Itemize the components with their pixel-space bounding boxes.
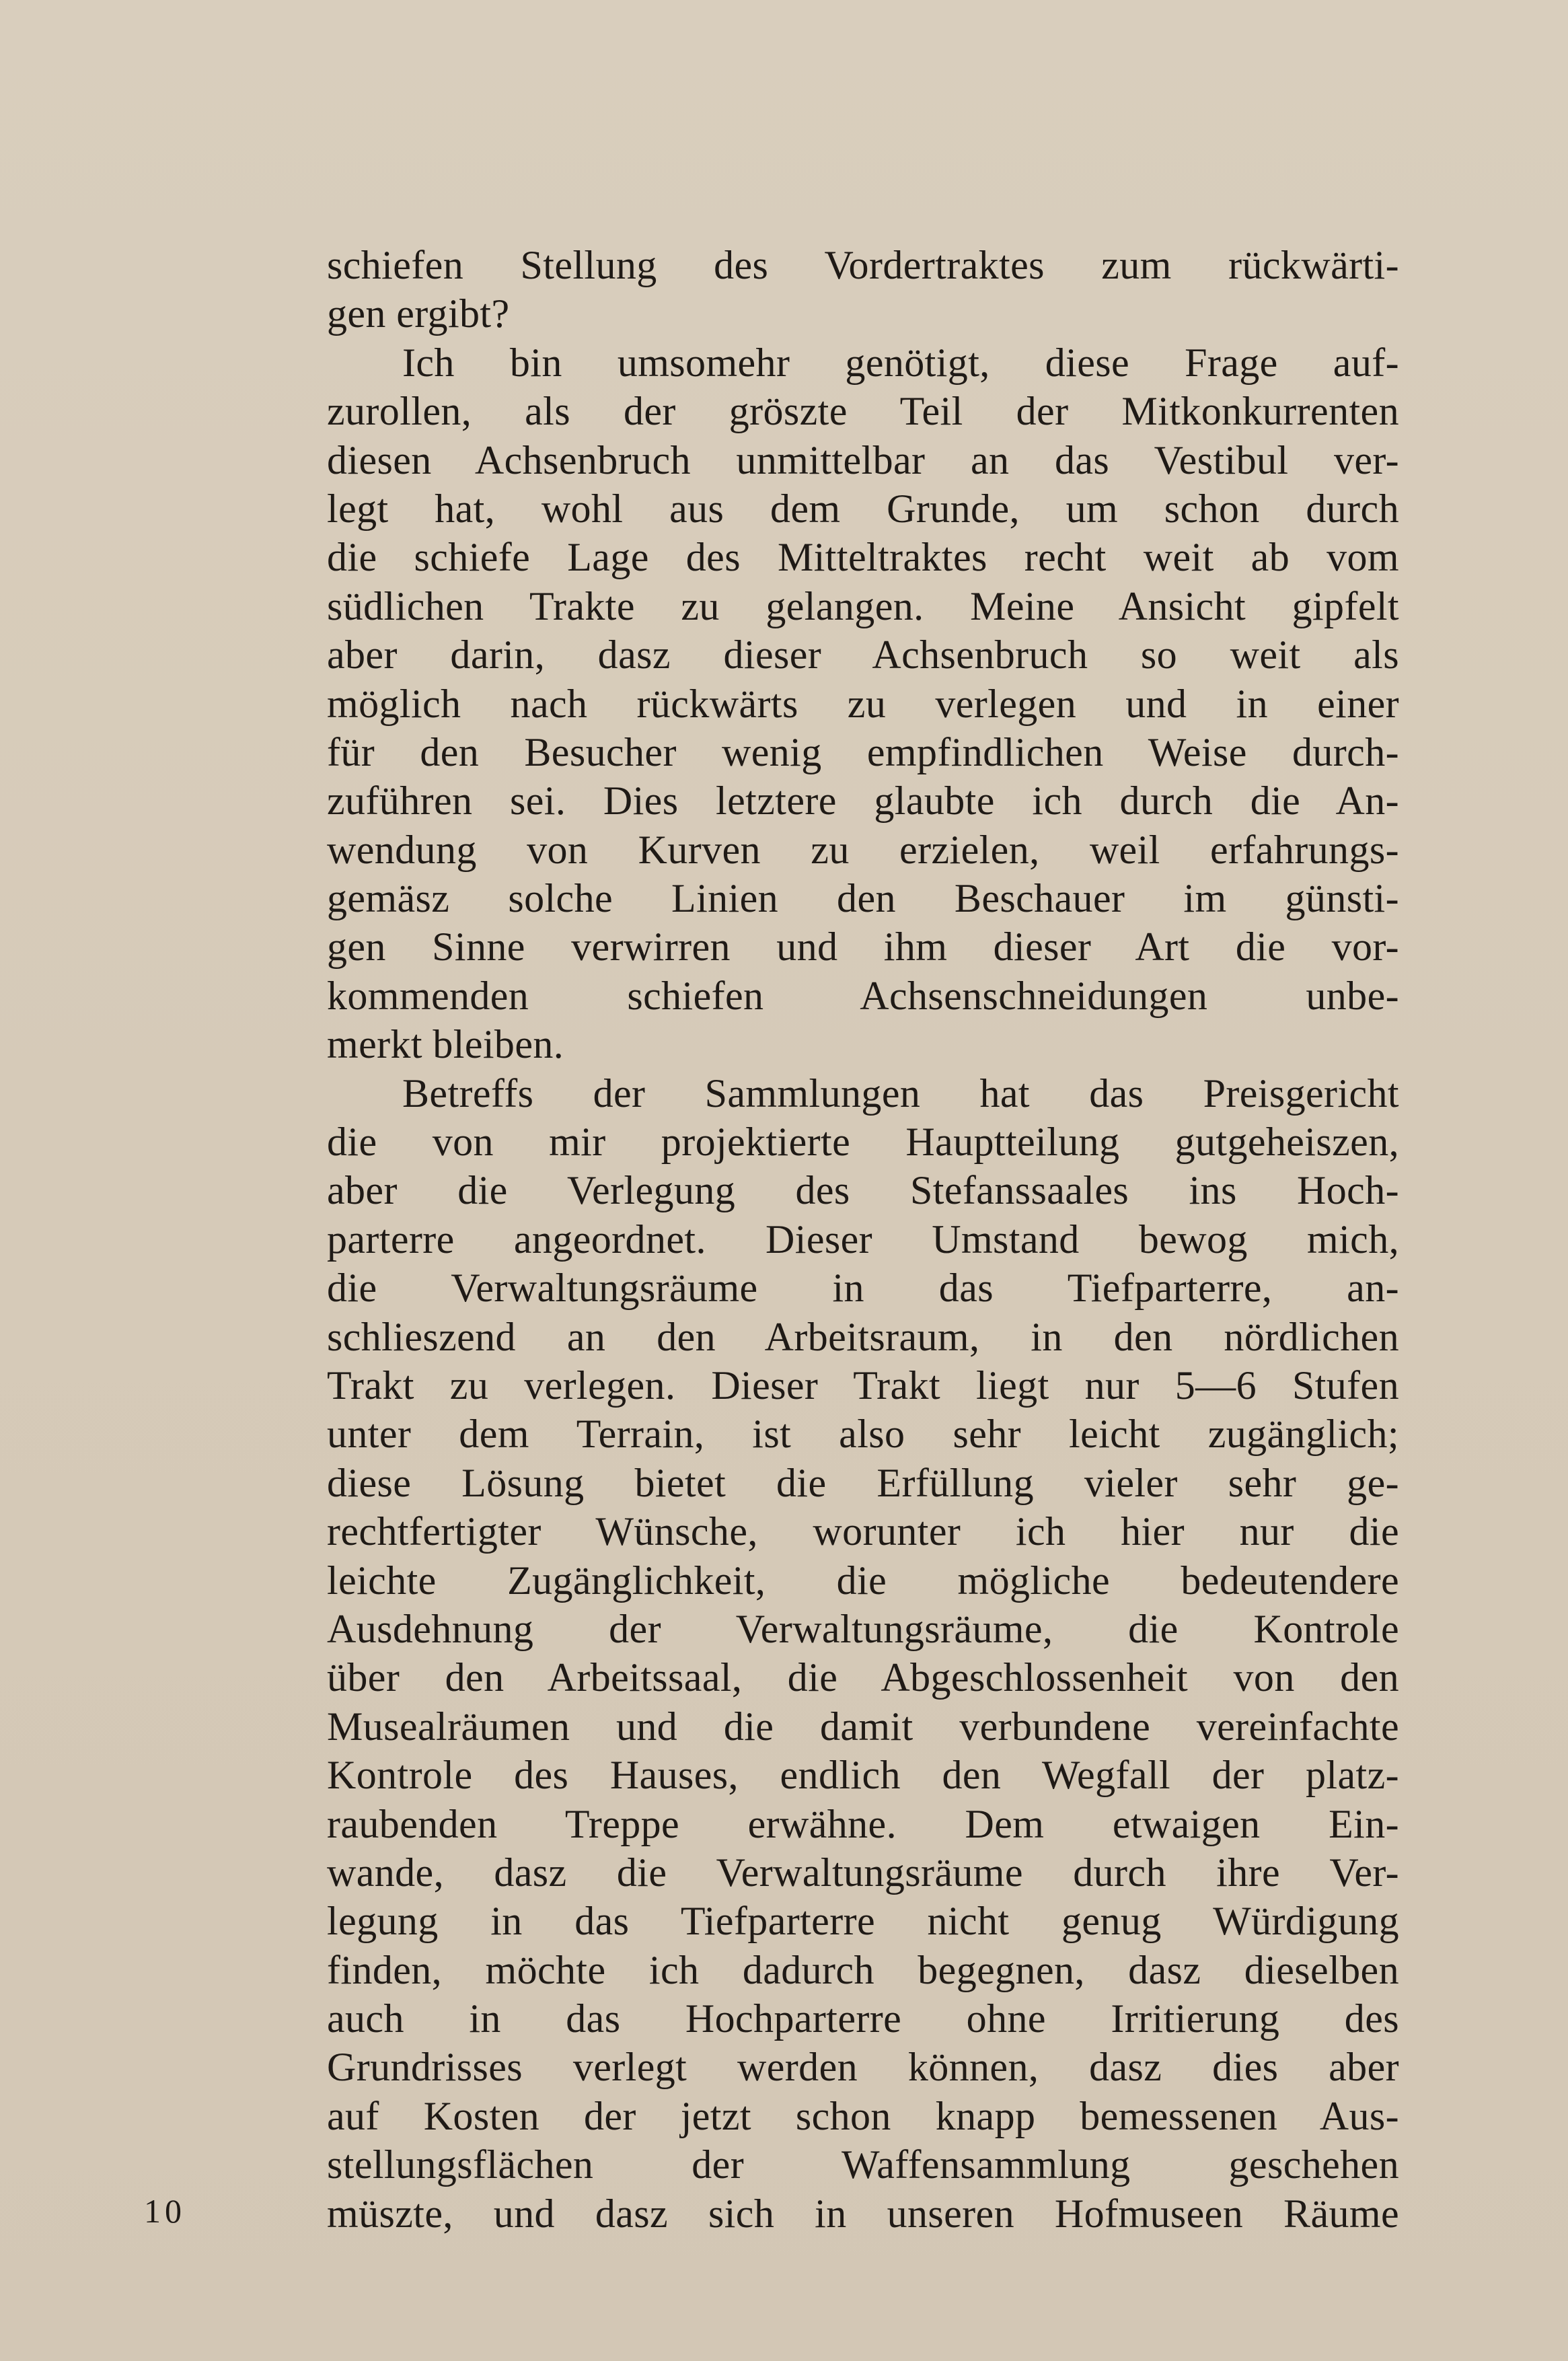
text-line: Ausdehnung der Verwaltungsräume, die Kontrole (327, 1606, 1399, 1651)
text-line: raubenden Treppe erwähne. Dem etwaigen Ein- (327, 1801, 1399, 1846)
text-line: diese Lösung bietet die Erfüllung vieler sehr ge- (327, 1460, 1399, 1505)
text-line: stellungsflächen der Waffensammlung geschehen (327, 2142, 1399, 2187)
text-line: Trakt zu verlegen. Dieser Trakt liegt nur 5—6 Stufen (327, 1363, 1399, 1408)
text-line: die Verwaltungsräume in das Tiefparterre, an- (327, 1266, 1399, 1311)
text-line: zuführen sei. Dies letztere glaubte ich durch die An- (327, 778, 1399, 824)
text-line: die von mir projektierte Hauptteilung gutgeheiszen, (327, 1120, 1399, 1165)
text-line: schiefen Stellung des Vordertraktes zum rückwärti- (327, 243, 1399, 287)
text-line: aber darin, dasz dieser Achsenbruch so weit als (327, 632, 1399, 678)
text-line: Musealräumen und die damit verbundene vereinfachte (327, 1704, 1399, 1749)
text-line: möglich nach rückwärts zu verlegen und in einer (327, 681, 1399, 726)
text-line: südlichen Trakte zu gelangen. Meine Ansicht gipfelt (327, 583, 1399, 628)
text-line: legung in das Tiefparterre nicht genug Würdigung (327, 1899, 1399, 1944)
text-line: schlieszend an den Arbeitsraum, in den nördlichen (327, 1314, 1399, 1359)
text-line: unter dem Terrain, ist also sehr leicht zugänglich; (327, 1412, 1399, 1457)
text-line: finden, möchte ich dadurch begegnen, dasz dieselben (327, 1947, 1399, 1992)
text-line: auf Kosten der jetzt schon knapp bemessenen Aus- (327, 2093, 1399, 2138)
text-line: Grundrisses verlegt werden können, dasz dies aber (327, 2045, 1399, 2090)
text-line: wande, dasz die Verwaltungsräume durch ihre Ver- (327, 1850, 1399, 1895)
text-line: müszte, und dasz sich in unseren Hofmuseen Räume (327, 2191, 1399, 2236)
page-number: 10 (144, 2192, 186, 2230)
text-line: leichte Zugänglichkeit, die mögliche bedeutendere (327, 1558, 1399, 1603)
text-line: die schiefe Lage des Mitteltraktes recht weit ab vom (327, 535, 1399, 580)
text-line: für den Besucher wenig empfindlichen Weise durch- (327, 729, 1399, 774)
text-line: rechtfertigter Wünsche, worunter ich hier nur die (327, 1509, 1399, 1554)
body-text (327, 241, 1399, 2238)
text-line: zurollen, als der gröszte Teil der Mitkonkurrenten (327, 389, 1399, 434)
text-line: auch in das Hochparterre ohne Irritierung des (327, 1996, 1399, 2041)
text-line: über den Arbeitssaal, die Abgeschlossenheit von den (327, 1655, 1399, 1700)
text-line: parterre angeordnet. Dieser Umstand bewog mich, (327, 1216, 1399, 1262)
text-line: kommenden schiefen Achsenschneidungen unbe- (327, 973, 1399, 1018)
text-line: Betreffs der Sammlungen hat das Preisgericht (402, 1070, 1399, 1116)
text-line: diesen Achsenbruch unmittelbar an das Vestibul ver- (327, 437, 1399, 482)
text-line: gen Sinne verwirren und ihm dieser Art die vor- (327, 924, 1399, 970)
text-line: wendung von Kurven zu erzielen, weil erfahrungs- (327, 827, 1399, 872)
text-line: Kontrole des Hauses, endlich den Wegfall der platz- (327, 1753, 1399, 1798)
text-line: legt hat, wohl aus dem Grunde, um schon durch (327, 486, 1399, 531)
text-line: merkt bleiben. (327, 1022, 564, 1067)
text-line: gemäsz solche Linien den Beschauer im günsti- (327, 876, 1399, 921)
text-line: gen ergibt? (327, 291, 510, 336)
text-line: Ich bin umsomehr genötigt, diese Frage auf- (402, 340, 1399, 385)
text-line: aber die Verlegung des Stefanssaales ins Hoch- (327, 1168, 1399, 1213)
